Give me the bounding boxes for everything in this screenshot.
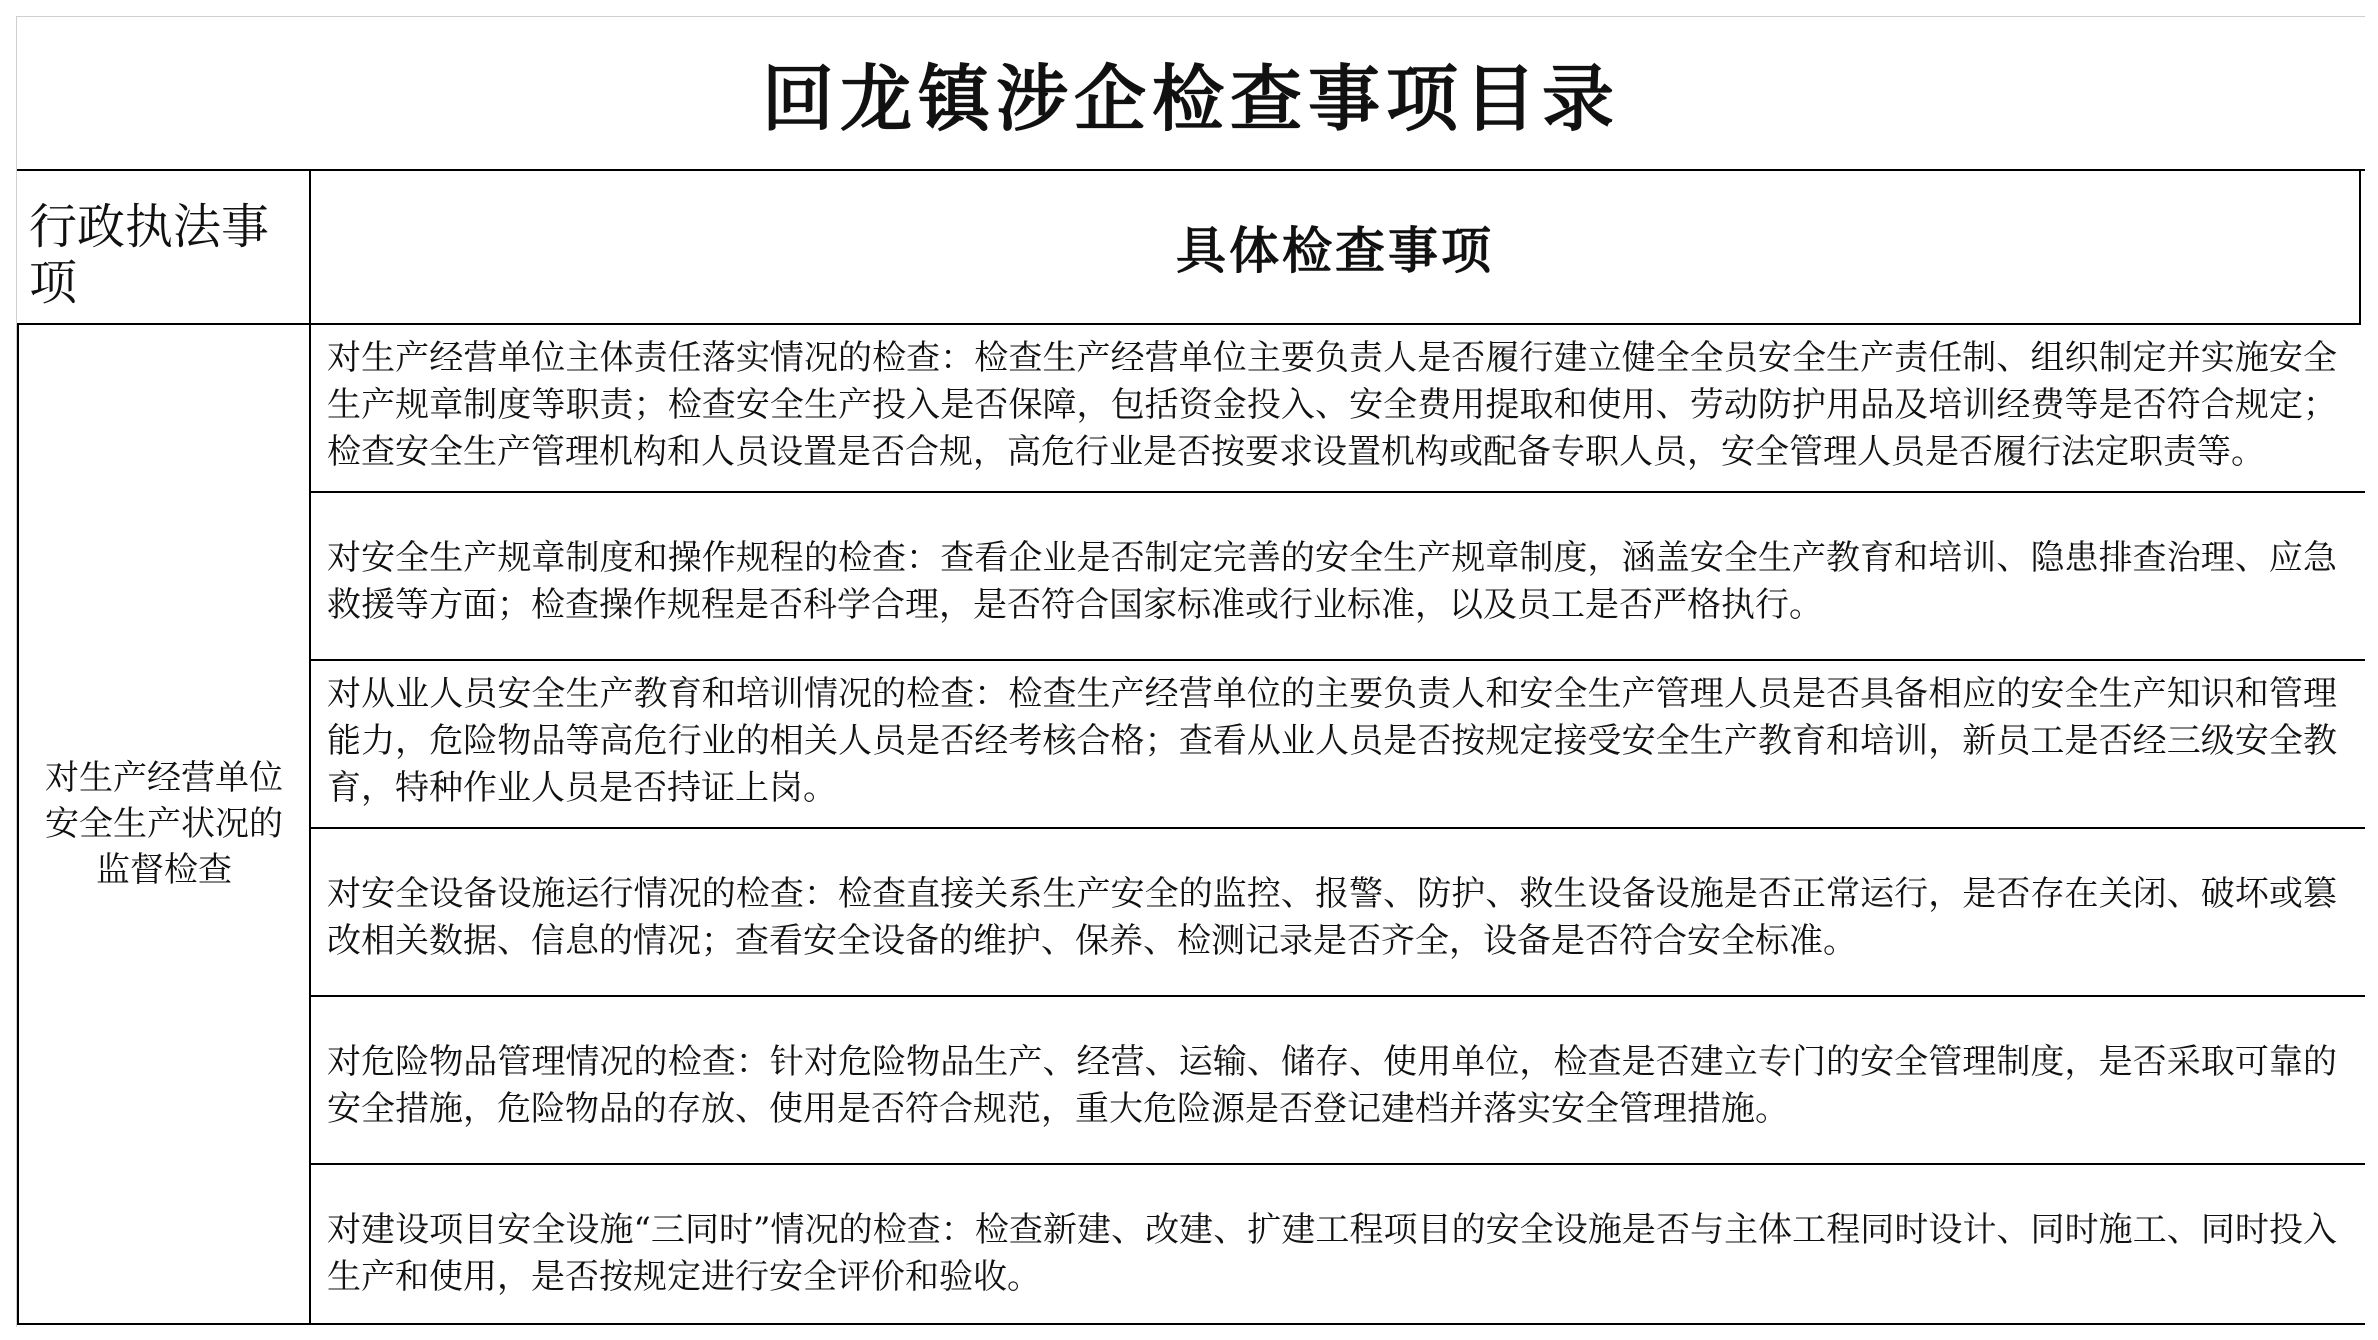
page-title: 回龙镇涉企检查事项目录	[17, 17, 2365, 171]
inspection-item-hazardous-materials: 对危险物品管理情况的检查：针对危险物品生产、经营、运输、储存、使用单位，检查是否建立专门的安全管理制度，是否采取可靠的安全措施，危险物品的存放、使用是否符合规范，重大危险源是否登记建档并落实安全管理措施。	[311, 997, 2365, 1165]
inspection-item-main-responsibility: 对生产经营单位主体责任落实情况的检查：检查生产经营单位主要负责人是否履行建立健全全员安全生产责任制、组织制定并实施安全生产规章制度等职责；检查安全生产投入是否保障，包括资金投入、安全费用提取和使用、劳动防护用品及培训经费等是否符合规定；检查安全生产管理机构和人员设置是否合规，高危行业是否按要求设置机构或配备专职人员，安全管理人员是否履行法定职责等。	[311, 325, 2365, 493]
column-header-enforcement-item: 行政执法事项	[17, 171, 311, 325]
inspection-item-training: 对从业人员安全生产教育和培训情况的检查：检查生产经营单位的主要负责人和安全生产管理人员是否具备相应的安全生产知识和管理能力，危险物品等高危行业的相关人员是否经考核合格；查看从业人员是否按规定接受安全生产教育和培训，新员工是否经三级安全教育，特种作业人员是否持证上岗。	[311, 661, 2365, 829]
inspection-item-three-simultaneous: 对建设项目安全设施“三同时”情况的检查：检查新建、改建、扩建工程项目的安全设施是否与主体工程同时设计、同时施工、同时投入生产和使用，是否按规定进行安全评价和验收。	[311, 1165, 2365, 1325]
directory-sheet	[16, 16, 2365, 1327]
column-header-inspection-items: 具体检查事项	[311, 171, 2361, 325]
inspection-item-safety-equipment: 对安全设备设施运行情况的检查：检查直接关系生产安全的监控、报警、防护、救生设备设施是否正常运行，是否存在关闭、破坏或篡改相关数据、信息的情况；查看安全设备的维护、保养、检测记录是否齐全，设备是否符合安全标准。	[311, 829, 2365, 997]
inspection-item-rules-procedures: 对安全生产规章制度和操作规程的检查：查看企业是否制定完善的安全生产规章制度，涵盖安全生产教育和培训、隐患排查治理、应急救援等方面；检查操作规程是否科学合理，是否符合国家标准或行业标准，以及员工是否严格执行。	[311, 493, 2365, 661]
category-cell: 对生产经营单位安全生产状况的监督检查	[17, 325, 311, 1325]
